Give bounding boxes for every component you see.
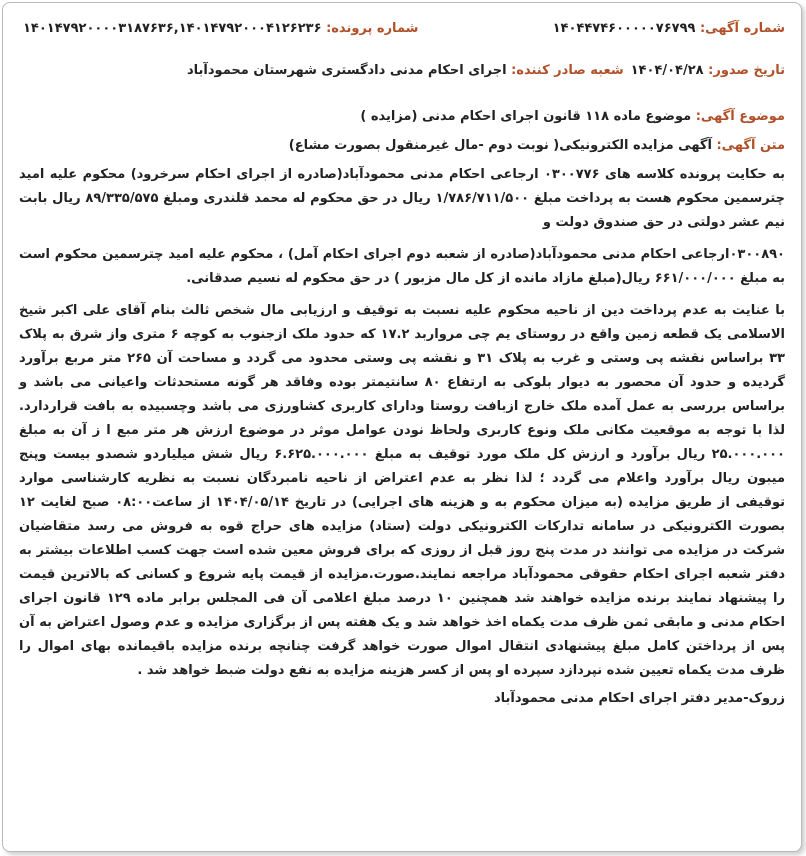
case-number-value: ۱۴۰۱۴۷۹۲۰۰۰۰۳۱۸۷۶۳۶,۱۴۰۱۴۷۹۲۰۰۰۴۱۲۶۲۳۶: [23, 21, 322, 36]
ad-number-label: شماره آگهی:: [699, 21, 785, 36]
branch-label: شعبه صادر کننده:: [511, 63, 624, 78]
branch-value: اجرای احکام مدنی دادگستری شهرستان محمودآباد: [187, 63, 507, 78]
header-row-1: [19, 21, 785, 63]
issue-date: [631, 63, 785, 78]
notice-paragraph-1: به حکایت پرونده کلاسه های ۰۳۰۰۷۷۶ ارجاعی احکام مدنی محمودآباد(صادره از اجرای احکام سرخرود) محکوم علیه امید چترسمین محکوم هست به پرداخت مبلغ ۱/۷۸۶/۷۱۱/۵۰۰ ریال در حق محکوم له محمد قلندری ومبلغ ۸۹/۳۳۵/۵۷۵ ریال بابت نیم عشر دولتی در حق صندوق دولت و: [19, 167, 785, 230]
notice-paragraph-2: ۰۳۰۰۸۹۰ارجاعی احکام مدنی محمودآباد(صادره از شعبه دوم اجرای احکام آمل) ، محکوم علیه امید چترسمین محکوم است به مبلغ ۶۶۱/۰۰۰/۰۰۰ ریال(مبلغ مازاد مانده از کل مال مزبور ) در حق محکوم له نسیم صدقانی.: [19, 247, 785, 286]
notice-document: [19, 21, 785, 706]
body-label: متن آگهی:: [716, 138, 785, 153]
notice-subject: [19, 109, 785, 124]
notice-title: آگهی مزایده الکترونیکی( نوبت دوم -مال غیرمنقول بصورت مشاع): [288, 138, 712, 153]
issuing-branch: [187, 63, 624, 78]
notice-card: [2, 2, 802, 852]
subject-label: موضوع آگهی:: [695, 109, 785, 124]
case-number-label: شماره پرونده:: [326, 21, 419, 36]
notice-paragraph-3: با عنایت به عدم پرداخت دین از ناحیه محکوم علیه نسبت به توقیف و ارزیابی مال شخص ثالث بنام آقای علی اکبر شیخ الاسلامی یک قطعه زمین واقع در روستای یم چی مرواربد ۱۷.۲ که حدود ملک ازجنوب به کوچه ۶ متری واز شرق به پلاک ۳۳ براساس نقشه پی وستی و غرب به پلاک ۳۱ و نقشه پی وستی محدود می گردد و مساحت آن ۲۶۵ متر مربع برآورد گردیده و حدود آن محصور به دیوار بلوکی به ارتفاع ۸۰ سانتیمتر بوده وفاقد هر گونه مستحدثات واعیانی می باشد و براساس بررسی به عمل آمده ملک خارج ازبافت روستا ودارای کاربری کشاورزی می باشد وچسبیده به بافت قراردارد. لذا با توجه به موقعیت مکانی ملک ونوع کاربری ولحاظ نودن عوامل موثر در موضوع ارزش هر متر مبع ا ز آن به مبلغ ۲۵.۰۰۰.۰۰۰ ریال برآورد و ارزش کل ملک مورد توقیف به مبلغ ۶.۶۲۵.۰۰۰.۰۰۰ ریال شش میلیاردو شصدو بیست وپنج میبون ریال برآورد واعلام می گردد ؛ لذا نظر به عدم اعتراض از ناحیه نامبردگان نسبت به نظریه کارشناسی موارد توقیفی از طریق مزایده (به میزان محکوم به و هزینه های اجرایی) در تاریخ ۱۴۰۴/۰۵/۱۴ از ساعت۰۸:۰۰ صبح لغایت ۱۲ بصورت الکترونیکی در سامانه تدارکات الکترونیکی دولت (ستاد) مزایده های حراج قوه به فروش می رسد متقاضیان شرکت در مزایده می توانند در مدت پنج روز قبل از روزی که برای فروش معین شده است جهت کسب اطلاعات بیشتر به دفتر شعبه اجرای احکام حقوقی محمودآباد مراجعه نمایند.صورت.مزایده از قیمت پایه شروع و کسانی که بالاترین قیمت را پیشنهاد نمایند برنده مزایده خواهند شد همچنین ۱۰ درصد مبلغ اعلامی آن فی المجلس برابر ماده ۱۲۹ قانون اجرای احکام مدنی و مابقی ثمن ظرف مدت یکماه اخذ خواهد شد و یک هفته پس از برگزاری مزایده و عدم وصول اعتراض به آن پس از پرداختن کامل مبلغ پیشنهادی انتقال اموال صورت خواهد گرفت چنانچه برنده مزایده باقیمانده بهای اموال را ظرف مدت یکماه تعیین شده نپردازد سپرده او پس از کسر هزینه مزایده به نفع دولت ضبط خواهد شد .: [19, 303, 786, 678]
ad-number-value: ۱۴۰۴۴۷۴۶۰۰۰۰۰۷۶۷۹۹: [552, 21, 696, 36]
case-number: [23, 21, 418, 36]
header-row-2: [19, 63, 785, 105]
subject-value: موضوع ماده ۱۱۸ قانون اجرای احکام مدنی (مزایده ): [360, 109, 692, 124]
issue-date-value: ۱۴۰۴/۰۴/۲۸: [630, 63, 704, 78]
notice-text-heading: [19, 138, 785, 153]
issue-date-label: تاریخ صدور:: [708, 63, 785, 78]
signature: زروک-مدیر دفتر اجرای احکام مدنی محمودآباد: [493, 691, 785, 706]
ad-number: [553, 21, 785, 36]
